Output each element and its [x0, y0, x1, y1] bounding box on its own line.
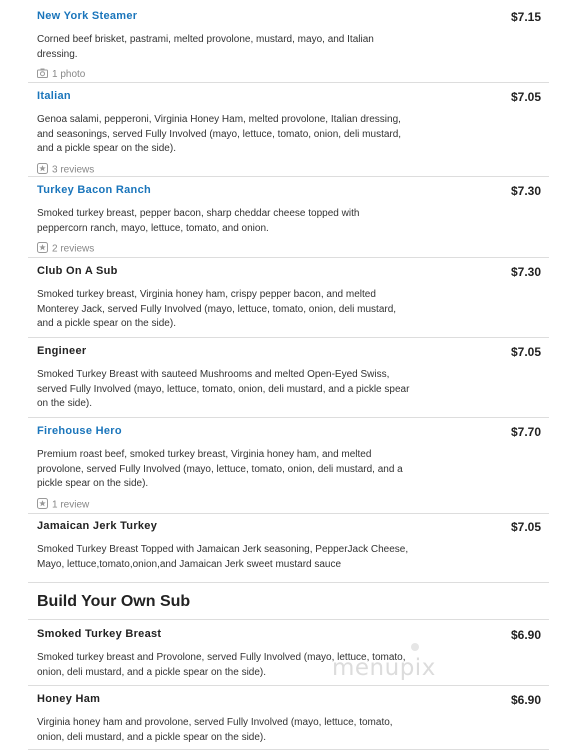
menu-item-name: Smoked Turkey Breast: [37, 628, 162, 640]
menu-item-engineer: [28, 345, 549, 418]
description-line: on the side).: [37, 398, 93, 409]
menu-item-description: [37, 288, 447, 332]
menu-item-description: [37, 33, 447, 62]
menu-item-description: [37, 368, 447, 412]
menu-item-price: $7.30: [510, 265, 541, 279]
menu-item-new-york-steamer[interactable]: [28, 10, 549, 83]
description-line: and a pickle spear on the side).: [37, 318, 176, 329]
menu-item-name[interactable]: Turkey Bacon Ranch: [37, 184, 152, 196]
watermark: menupix: [332, 655, 436, 681]
description-line: Mayo, lettuce,tomato,onion,and Jamaican Jerk sweet mustard sauce: [37, 558, 342, 570]
menu-item-header: [37, 520, 541, 536]
menu-item-header: [37, 265, 541, 281]
menu-item-price: $6.90: [510, 628, 541, 642]
menu-item-price: $7.70: [510, 425, 541, 439]
description-line: pickle spear on the side).: [37, 478, 149, 489]
menu-item-price: $7.30: [510, 184, 541, 198]
menu-item-jamaican-jerk-turkey: [28, 520, 549, 583]
menu-item-description: [37, 207, 447, 236]
reviews-link[interactable]: [37, 242, 94, 254]
description-line: Smoked turkey breast, pepper bacon, sharp cheddar cheese topped with: [37, 208, 360, 219]
star-icon: [37, 242, 48, 257]
description-line: onion, deli mustard, and a pickle spear on the side).: [37, 731, 267, 743]
menu-item-honey-ham: [28, 693, 549, 750]
menu-item-italian[interactable]: [28, 90, 549, 177]
star-icon: [37, 498, 48, 513]
menu-item-price: $6.90: [510, 693, 541, 707]
menu-item-header: [37, 184, 541, 200]
menu-item-name[interactable]: New York Steamer: [37, 10, 138, 22]
meta-text: 1 review: [52, 499, 90, 510]
description-line: Smoked Turkey Breast Topped with Jamaican Jerk seasoning, PepperJack Cheese,: [37, 544, 409, 555]
menu-item-name: Jamaican Jerk Turkey: [37, 520, 158, 532]
menu-item-name[interactable]: Italian: [37, 90, 71, 102]
menu-item-header: [37, 425, 541, 441]
reviews-link[interactable]: [37, 498, 89, 510]
star-icon: [37, 163, 48, 178]
menu-item-description: [37, 716, 447, 745]
camera-icon: [37, 68, 48, 82]
menu-item-name: Honey Ham: [37, 693, 101, 705]
menu-item-description: [37, 113, 447, 157]
watermark-dot: [411, 643, 419, 651]
menu-item-name[interactable]: Firehouse Hero: [37, 425, 122, 437]
menu-item-header: [37, 628, 541, 644]
menu-item-name: Club On A Sub: [37, 265, 118, 277]
description-line: Genoa salami, pepperoni, Virginia Honey Ham, melted provolone, Italian dressing,: [37, 114, 401, 125]
description-line: Smoked Turkey Breast with sauteed Mushrooms and melted Open-Eyed Swiss,: [37, 369, 390, 380]
menu-item-smoked-turkey-breast: [28, 628, 549, 686]
description-line: onion, deli mustard, and a pickle spear on the side).: [37, 666, 267, 678]
description-line: Virginia honey ham and provolone, served Fully Involved (mayo, lettuce, tomato,: [37, 717, 393, 728]
menu-item-price: $7.15: [510, 10, 541, 24]
section-divider: [28, 619, 549, 620]
menu-item-description: [37, 448, 447, 492]
menu-item-club-on-a-sub: [28, 265, 549, 338]
meta-text: 2 reviews: [52, 243, 95, 255]
menu-item-price: $7.05: [510, 90, 541, 104]
menu-item-turkey-bacon-ranch[interactable]: [28, 184, 549, 258]
description-line: and seasonings, served Fully Involved (mayo, lettuce, tomato, onion, deli mustard,: [37, 128, 402, 140]
description-line: Smoked turkey breast and Provolone, served Fully Involved (mayo, lettuce, tomato,: [37, 652, 406, 663]
reviews-link[interactable]: [37, 163, 94, 175]
menu-item-name: Engineer: [37, 345, 87, 357]
menu-item-description: [37, 543, 447, 572]
description-line: served Fully Involved (mayo, lettuce, tomato, onion, deli mustard, and a pickle spear: [37, 383, 410, 395]
menu-item-firehouse-hero[interactable]: [28, 425, 549, 514]
menu-item-header: [37, 10, 541, 26]
menu-item-price: $7.05: [510, 345, 541, 359]
menu-item-price: $7.05: [510, 520, 541, 534]
photos-link[interactable]: [37, 68, 85, 80]
meta-text: 3 reviews: [52, 164, 95, 175]
description-line: Monterey Jack, served Fully Involved (mayo, lettuce, tomato, onion, deli mustard,: [37, 303, 397, 315]
description-line: Corned beef brisket, pastrami, melted provolone, mustard, mayo, and Italian: [37, 34, 374, 45]
description-line: provolone, served Fully Involved (mayo, lettuce, tomato, onion, deli mustard, and a: [37, 463, 403, 475]
menu-item-header: [37, 693, 541, 709]
menu-item-header: [37, 90, 541, 106]
description-line: peppercorn ranch, mayo, lettuce, tomato, and onion.: [37, 222, 269, 234]
description-line: Smoked turkey breast, Virginia honey ham, crispy pepper bacon, and melted: [37, 289, 376, 300]
description-line: dressing.: [37, 48, 78, 60]
description-line: Premium roast beef, smoked turkey breast, Virginia honey ham, and melted: [37, 449, 372, 460]
section-title: Build Your Own Sub: [37, 593, 191, 610]
meta-text: 1 photo: [52, 69, 86, 80]
menu-item-header: [37, 345, 541, 361]
description-line: and a pickle spear on the side).: [37, 143, 176, 154]
